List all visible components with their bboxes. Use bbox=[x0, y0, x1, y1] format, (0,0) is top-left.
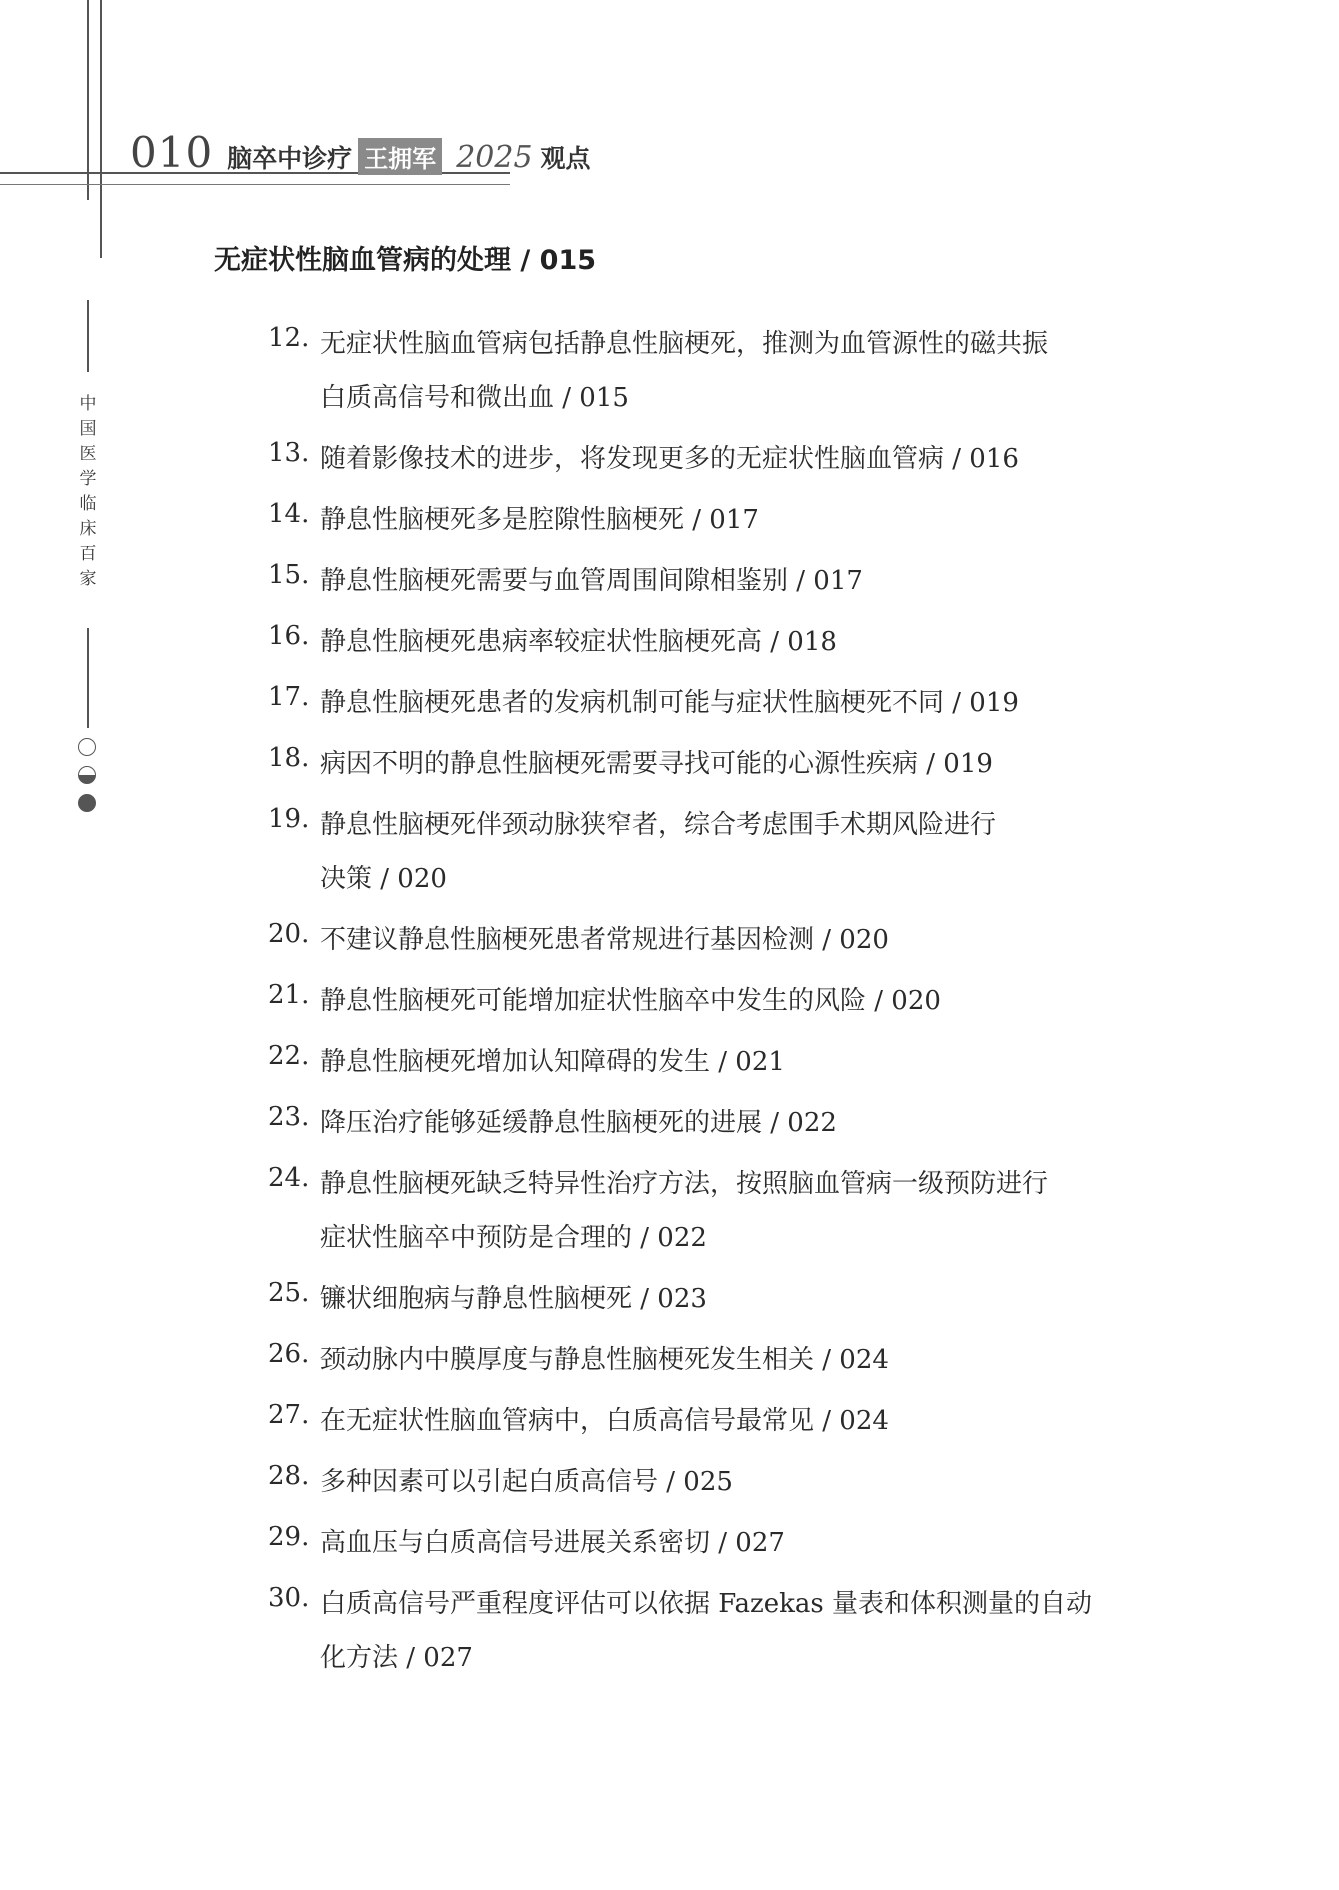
toc-entry-number: 19. bbox=[268, 804, 310, 834]
empty-circle-icon bbox=[78, 738, 96, 756]
toc-entry-text-continued: 化方法 / 027 bbox=[320, 1643, 473, 1673]
toc-entry-text: 不建议静息性脑梗死患者常规进行基因检测 / 020 bbox=[320, 925, 889, 955]
frame-vertical-line-2 bbox=[100, 0, 102, 258]
book-title: 脑卒中诊疗 bbox=[227, 144, 353, 173]
toc-entry-text: 无症状性脑血管病包括静息性脑梗死，推测为血管源性的磁共振 bbox=[320, 329, 1049, 359]
toc-entry-text: 静息性脑梗死可能增加症状性脑卒中发生的风险 / 020 bbox=[320, 986, 941, 1016]
toc-entry-text: 降压治疗能够延缓静息性脑梗死的进展 / 022 bbox=[320, 1108, 837, 1138]
toc-entry-text: 随着影像技术的进步，将发现更多的无症状性脑血管病 / 016 bbox=[320, 444, 1019, 474]
side-line-top bbox=[87, 300, 89, 372]
toc-entry-number: 17. bbox=[268, 682, 310, 712]
toc-entry-text-continued: 白质高信号和微出血 / 015 bbox=[320, 383, 629, 413]
toc-entry-text: 病因不明的静息性脑梗死需要寻找可能的心源性疾病 / 019 bbox=[320, 749, 993, 779]
toc-entry-text: 静息性脑梗死需要与血管周围间隙相鉴别 / 017 bbox=[320, 566, 863, 596]
toc-entry-number: 24. bbox=[268, 1163, 310, 1193]
author-name: 王拥军 bbox=[358, 138, 442, 175]
toc-entry-text: 镰状细胞病与静息性脑梗死 / 023 bbox=[320, 1284, 707, 1314]
toc-entry-text: 静息性脑梗死患者的发病机制可能与症状性脑梗死不同 / 019 bbox=[320, 688, 1019, 718]
toc-entry-text: 静息性脑梗死多是腔隙性脑梗死 / 017 bbox=[320, 505, 759, 535]
toc-entry-text: 高血压与白质高信号进展关系密切 / 027 bbox=[320, 1528, 785, 1558]
toc-entry-text: 静息性脑梗死伴颈动脉狭窄者，综合考虑围手术期风险进行 bbox=[320, 810, 997, 840]
side-line-bottom bbox=[87, 628, 89, 728]
page-number: 010 bbox=[130, 128, 214, 177]
toc-entry-text-continued: 症状性脑卒中预防是合理的 / 022 bbox=[320, 1223, 707, 1253]
toc-entry-number: 29. bbox=[268, 1522, 310, 1552]
toc-entry-number: 14. bbox=[268, 499, 310, 529]
toc-entry-number: 21. bbox=[268, 980, 310, 1010]
toc-entry-number: 23. bbox=[268, 1102, 310, 1132]
toc-entry-text-continued: 决策 / 020 bbox=[320, 864, 447, 894]
year: 2025 bbox=[456, 140, 533, 175]
toc-entry-number: 16. bbox=[268, 621, 310, 651]
toc-entry-text: 颈动脉内中膜厚度与静息性脑梗死发生相关 / 024 bbox=[320, 1345, 889, 1375]
toc-entry-number: 12. bbox=[268, 323, 310, 353]
toc-entry-number: 30. bbox=[268, 1583, 310, 1613]
viewpoint-label: 观点 bbox=[540, 144, 591, 173]
toc-entry-number: 13. bbox=[268, 438, 310, 468]
toc-entry-text: 静息性脑梗死增加认知障碍的发生 / 021 bbox=[320, 1047, 785, 1077]
toc-entry-number: 18. bbox=[268, 743, 310, 773]
toc-entry-text: 多种因素可以引起白质高信号 / 025 bbox=[320, 1467, 733, 1497]
toc-entry-number: 27. bbox=[268, 1400, 310, 1430]
toc-entry-number: 28. bbox=[268, 1461, 310, 1491]
toc-entry-number: 26. bbox=[268, 1339, 310, 1369]
toc-entry-number: 20. bbox=[268, 919, 310, 949]
series-label: 中国医学临床百家 bbox=[79, 394, 97, 589]
toc-entry-text: 静息性脑梗死患病率较症状性脑梗死高 / 018 bbox=[320, 627, 837, 657]
section-heading: 无症状性脑血管病的处理 / 015 bbox=[214, 245, 597, 276]
toc-entry-text: 静息性脑梗死缺乏特异性治疗方法，按照脑血管病一级预防进行 bbox=[320, 1169, 1049, 1199]
frame-vertical-line-1 bbox=[87, 0, 89, 200]
toc-entry-text: 白质高信号严重程度评估可以依据 Fazekas 量表和体积测量的自动 bbox=[320, 1589, 1092, 1619]
toc-entry-number: 25. bbox=[268, 1278, 310, 1308]
toc-entry-number: 22. bbox=[268, 1041, 310, 1071]
toc-entry-text: 在无症状性脑血管病中，白质高信号最常见 / 024 bbox=[320, 1406, 889, 1436]
filled-circle-icon bbox=[78, 794, 96, 812]
running-header bbox=[130, 128, 591, 177]
toc-entry-number: 15. bbox=[268, 560, 310, 590]
header-rule-2 bbox=[0, 184, 510, 185]
half-circle-icon bbox=[78, 766, 96, 784]
